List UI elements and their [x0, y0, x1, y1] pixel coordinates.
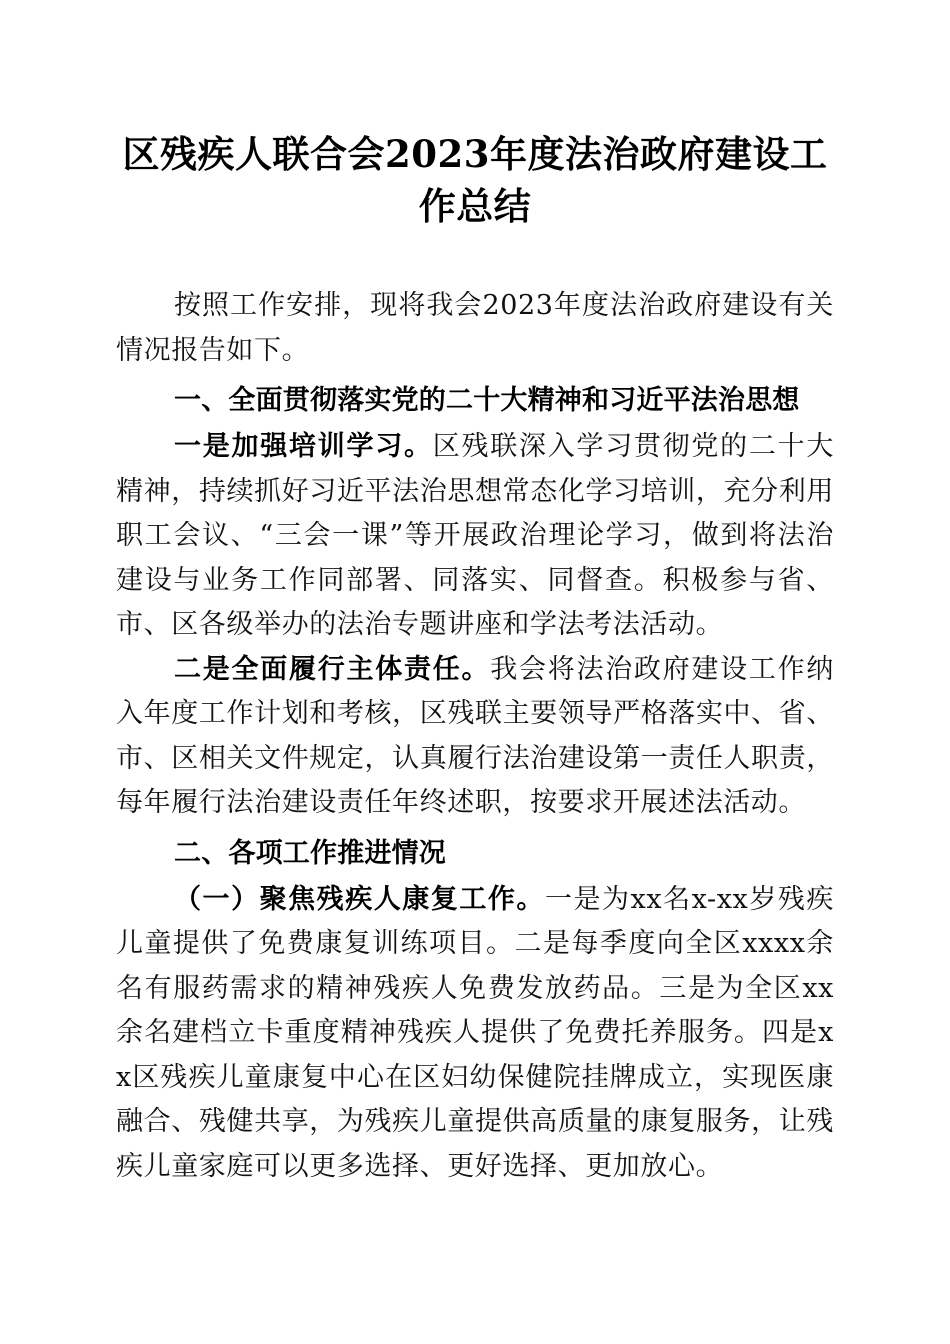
- page-content-area: [116, 0, 834, 1189]
- section-one-paragraph-2: [116, 648, 834, 826]
- section-one-paragraph-1-lead: 一是加强培训学习。: [174, 431, 433, 462]
- section-one-paragraph-2-body: 我会将法治政府建设工作纳入年度工作计划和考核，区残联主要领导严格落实中、省、市、区相关文件规定，认真履行法治建设第一责任人职责，每年履行法治建设责任年终述职，按要求开展述法活动。: [116, 653, 834, 818]
- section-one-paragraph-2-lead: 二是全面履行主体责任。: [174, 653, 491, 685]
- section-one-paragraph-1: [116, 425, 834, 648]
- section-heading-two: 二、各项工作推进情况: [174, 837, 446, 869]
- section-heading-one: 一、全面贯彻落实党的二十大精神和习近平法治思想: [174, 385, 800, 416]
- section-two-paragraph-1: [116, 878, 834, 1190]
- section-two-paragraph-1-body: 一是为xx名x-xx岁残疾儿童提供了免费康复训练项目。二是每季度向全区xxxx余名有服药需求的精神残疾人免费发放药品。三是为全区xx余名建档立卡重度精神残疾人提供了免费托养服务。四是xx区残疾儿童康复中心在区妇幼保健院挂牌成立，实现医康融合、残健共享，为残疾儿童提供高质量的康复服务，让残疾儿童家庭可以更多选择、更好选择、更加放心。: [116, 883, 834, 1182]
- section-two-paragraph-1-lead: （一）聚焦残疾人康复工作。: [174, 883, 545, 915]
- section-one-paragraph-1-body: 区残联深入学习贯彻党的二十大精神，持续抓好习近平法治思想常态化学习培训，充分利用职工会议、“三会一课”等开展政治理论学习，做到将法治建设与业务工作同部署、同落实、同督查。积极参与省、市、区各级举办的法治专题讲座和学法考法活动。: [116, 431, 835, 640]
- document-title: 区残疾人联合会2023年度法治政府建设工作总结: [122, 132, 828, 228]
- intro-paragraph: 按照工作安排，现将我会2023年度法治政府建设有关情况报告如下。: [116, 290, 834, 366]
